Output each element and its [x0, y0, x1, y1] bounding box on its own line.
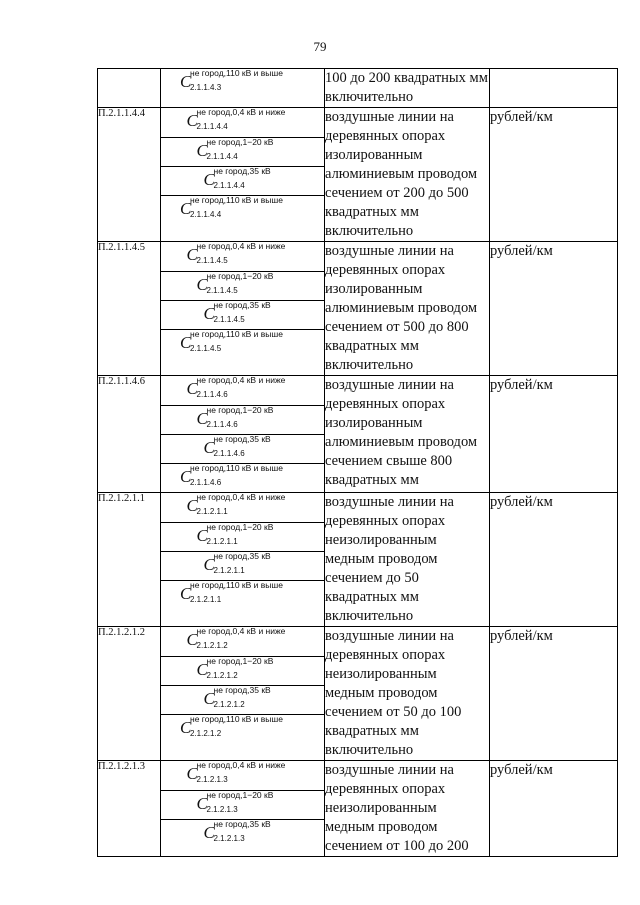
formula-letter: C: [196, 141, 208, 160]
formula-cell: [161, 376, 325, 493]
row-unit: [490, 69, 618, 108]
formula-subcell: [161, 405, 324, 434]
formula-superscript: не город,110 кВ и выше: [190, 329, 283, 339]
formula-subscript: 2.1.2.1.2: [213, 700, 245, 709]
row-description: воздушные линии на деревянных опорах неизолированным медным проводом сечением до 50 квадратных мм включительно: [325, 493, 490, 627]
formula-subscript: 2.1.2.1.1: [213, 566, 245, 575]
formula-subscript: 2.1.1.4.6: [213, 449, 245, 458]
formula-superscript: не город,0,4 кВ и ниже: [196, 760, 286, 770]
formula-superscript: не город,0,4 кВ и ниже: [196, 626, 286, 636]
row-description: воздушные линии на деревянных опорах неизолированным медным проводом сечением от 50 до 100 квадратных мм включительно: [325, 627, 490, 761]
formula-subcell: [161, 376, 324, 405]
formula-superscript: не город,110 кВ и выше: [190, 714, 283, 724]
formula-letter: C: [186, 379, 198, 398]
formula-subcell: [161, 551, 324, 580]
formula-subscript: 2.1.1.4.5: [206, 286, 238, 295]
formula-superscript: не город,110 кВ и выше: [190, 195, 283, 205]
formula-letter: C: [186, 496, 198, 515]
formula-superscript: не город,110 кВ и выше: [190, 463, 283, 473]
formula-subscript: 2.1.1.4.5: [213, 315, 245, 324]
row-unit: рублей/км: [490, 627, 618, 761]
formula-letter: C: [180, 199, 192, 218]
formula-subscript: 2.1.1.4.4: [196, 122, 228, 131]
formula-subcell: [161, 137, 324, 166]
row-code: П.2.1.2.1.3: [98, 761, 161, 857]
formula-subscript: 2.1.1.4.5: [190, 344, 222, 353]
formula-cell: [161, 242, 325, 376]
formula-superscript: не город,35 кВ: [213, 434, 271, 444]
row-unit: рублей/км: [490, 242, 618, 376]
row-description: воздушные линии на деревянных опорах изолированным алюминиевым проводом сечением от 200 до 500 квадратных мм включительно: [325, 108, 490, 242]
formula-subcell: [161, 493, 324, 522]
formula-letter: C: [180, 72, 192, 91]
formula-letter: C: [196, 526, 208, 545]
formula-subcell: [161, 300, 324, 329]
formula-letter: C: [186, 630, 198, 649]
row-code: П.2.1.1.4.6: [98, 376, 161, 493]
formula-letter: C: [196, 660, 208, 679]
table-row: [98, 761, 618, 857]
formula-subscript: 2.1.1.4.5: [196, 256, 228, 265]
cost-formula: [203, 551, 282, 576]
formula-subscript: 2.1.1.4.6: [196, 390, 228, 399]
formula-subcell: [161, 790, 324, 819]
formula-letter: C: [203, 555, 215, 574]
formula-subcell: [161, 522, 324, 551]
formula-letter: C: [203, 689, 215, 708]
cost-formula: [196, 405, 289, 430]
formula-letter: C: [196, 794, 208, 813]
formula-superscript: не город,1−20 кВ: [206, 137, 274, 147]
formula-subcell: [161, 761, 324, 790]
table-row: [98, 376, 618, 493]
formula-subscript: 2.1.2.1.2: [190, 729, 222, 738]
table-row: [98, 108, 618, 242]
formula-superscript: не город,1−20 кВ: [206, 522, 274, 532]
cost-formula: [180, 714, 305, 739]
table-row: [98, 627, 618, 761]
formula-letter: C: [196, 275, 208, 294]
cost-formula: [180, 463, 305, 488]
formula-letter: C: [180, 718, 192, 737]
formula-subcell: [161, 627, 324, 656]
formula-subcell: [161, 580, 324, 609]
formula-letter: C: [196, 409, 208, 428]
formula-subscript: 2.1.2.1.1: [190, 595, 222, 604]
formula-letter: C: [180, 584, 192, 603]
formula-subcell: [161, 195, 324, 224]
formula-letter: C: [180, 467, 192, 486]
table-row: [98, 493, 618, 627]
formula-subcell: [161, 108, 324, 137]
cost-formula: [196, 271, 289, 296]
cost-formula: [180, 195, 305, 220]
formula-subscript: 2.1.1.4.3: [190, 83, 222, 92]
table-body: [98, 69, 618, 857]
cost-formula: [196, 790, 289, 815]
formula-subcell: [161, 329, 324, 358]
formula-subscript: 2.1.1.4.4: [213, 181, 245, 190]
formula-letter: C: [203, 170, 215, 189]
row-description: воздушные линии на деревянных опорах неизолированным медным проводом сечением от 100 до 200: [325, 761, 490, 857]
cost-formula: [186, 626, 299, 651]
cost-formula: [186, 760, 299, 785]
formula-superscript: не город,0,4 кВ и ниже: [196, 241, 286, 251]
formula-subscript: 2.1.1.4.6: [190, 478, 222, 487]
formula-superscript: не город,35 кВ: [213, 166, 271, 176]
formula-subscript: 2.1.2.1.3: [206, 805, 238, 814]
formula-superscript: не город,35 кВ: [213, 551, 271, 561]
row-description: воздушные линии на деревянных опорах изолированным алюминиевым проводом сечением свыше 800 квадратных мм: [325, 376, 490, 493]
row-unit: рублей/км: [490, 493, 618, 627]
formula-superscript: не город,0,4 кВ и ниже: [196, 375, 286, 385]
formula-superscript: не город,0,4 кВ и ниже: [196, 107, 286, 117]
formula-subcell: [161, 685, 324, 714]
formula-subscript: 2.1.1.4.4: [190, 210, 222, 219]
formula-cell: [161, 627, 325, 761]
formula-superscript: не город,1−20 кВ: [206, 271, 274, 281]
formula-letter: C: [180, 333, 192, 352]
cost-formula: [203, 300, 282, 325]
formula-subscript: 2.1.2.1.3: [196, 775, 228, 784]
cost-formula: [180, 580, 305, 605]
cost-formula: [203, 434, 282, 459]
formula-subcell: [161, 463, 324, 492]
row-description: воздушные линии на деревянных опорах изолированным алюминиевым проводом сечением от 500 до 800 квадратных мм включительно: [325, 242, 490, 376]
formula-subcell: [161, 819, 324, 848]
row-unit: рублей/км: [490, 761, 618, 857]
formula-superscript: не город,110 кВ и выше: [190, 68, 283, 78]
formula-letter: C: [186, 764, 198, 783]
formula-subcell: [161, 242, 324, 271]
tariff-table: [97, 68, 618, 857]
cost-formula: [203, 685, 282, 710]
row-code: П.2.1.2.1.2: [98, 627, 161, 761]
formula-superscript: не город,0,4 кВ и ниже: [196, 492, 286, 502]
cost-formula: [186, 375, 299, 400]
cost-formula: [180, 68, 305, 93]
row-code: П.2.1.2.1.1: [98, 493, 161, 627]
formula-subcell: [161, 656, 324, 685]
formula-letter: C: [186, 111, 198, 130]
formula-superscript: не город,1−20 кВ: [206, 656, 274, 666]
cost-formula: [186, 241, 299, 266]
formula-letter: C: [186, 245, 198, 264]
formula-subcell: [161, 69, 324, 98]
formula-superscript: не город,110 кВ и выше: [190, 580, 283, 590]
formula-subscript: 2.1.2.1.2: [196, 641, 228, 650]
formula-letter: C: [203, 823, 215, 842]
formula-letter: C: [203, 304, 215, 323]
cost-formula: [180, 329, 305, 354]
cost-formula: [196, 656, 289, 681]
formula-cell: [161, 69, 325, 108]
formula-cell: [161, 493, 325, 627]
cost-formula: [186, 107, 299, 132]
formula-subscript: 2.1.1.4.6: [206, 420, 238, 429]
formula-cell: [161, 761, 325, 857]
table-row: [98, 242, 618, 376]
formula-superscript: не город,1−20 кВ: [206, 405, 274, 415]
formula-superscript: не город,35 кВ: [213, 819, 271, 829]
cost-formula: [186, 492, 299, 517]
row-unit: рублей/км: [490, 376, 618, 493]
formula-subscript: 2.1.2.1.2: [206, 671, 238, 680]
formula-subscript: 2.1.2.1.1: [206, 537, 238, 546]
formula-subcell: [161, 714, 324, 743]
formula-subscript: 2.1.2.1.3: [213, 834, 245, 843]
page-number: 79: [313, 39, 327, 54]
row-unit: рублей/км: [490, 108, 618, 242]
formula-subcell: [161, 434, 324, 463]
formula-superscript: не город,1−20 кВ: [206, 790, 274, 800]
formula-letter: C: [203, 438, 215, 457]
row-code: П.2.1.1.4.4: [98, 108, 161, 242]
formula-superscript: не город,35 кВ: [213, 685, 271, 695]
cost-formula: [196, 522, 289, 547]
row-code: П.2.1.1.4.5: [98, 242, 161, 376]
cost-formula: [203, 819, 282, 844]
table-row: [98, 69, 618, 108]
cost-formula: [196, 137, 289, 162]
formula-subcell: [161, 166, 324, 195]
row-code: [98, 69, 161, 108]
formula-cell: [161, 108, 325, 242]
row-description: 100 до 200 квадратных мм включительно: [325, 69, 490, 108]
formula-subcell: [161, 271, 324, 300]
formula-subscript: 2.1.2.1.1: [196, 507, 228, 516]
formula-subscript: 2.1.1.4.4: [206, 152, 238, 161]
cost-formula: [203, 166, 282, 191]
formula-superscript: не город,35 кВ: [213, 300, 271, 310]
